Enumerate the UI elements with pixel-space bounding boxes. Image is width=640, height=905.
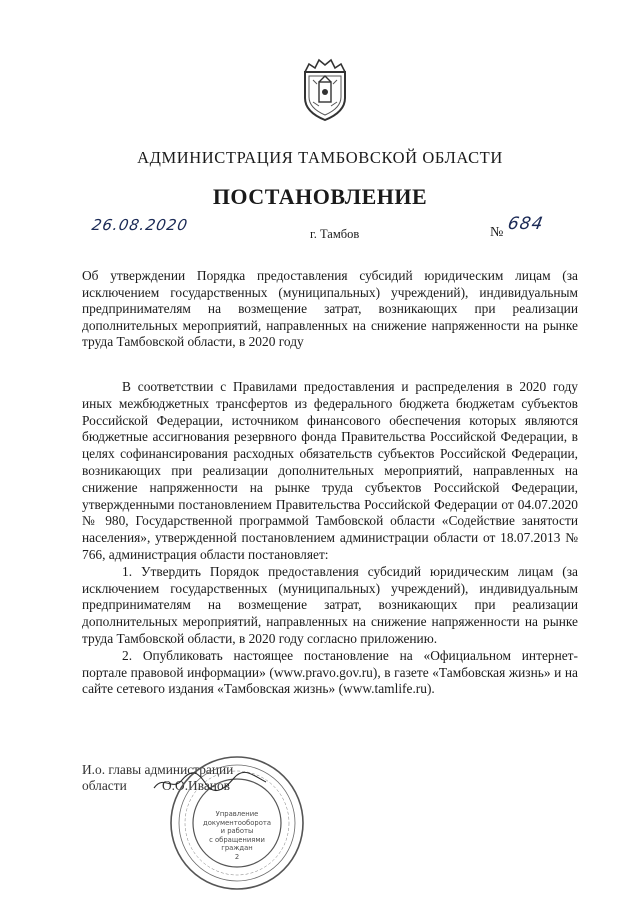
paragraph-preamble: В соответствии с Правилами предоставления и распределения в 2020 году иных межбюджетных трансфертов из федерального бюджета бюджетам субъектов Российской Федерации, источником финансового обеспечения которых являются бюджетные ассигнования резервного фонда Правительства Российской Федерации, в целях софинансирования расходных обязательств субъектов Российской Федерации, возникающих при реализации дополнительных мероприятий, направленных на снижение напряженности на рынке труда субъектов Российской Федерации, утвержденными постановлением Правительства Российской Федерации от 04.07.2020 № 980, Государственной программой Тамбовской области «Содействие занятости населения», утвержденной постановлением администрации области от 18.07.2013 № 766, администрация области постановляет:: [82, 379, 578, 562]
signature-name: О.О.Иванов: [162, 778, 230, 793]
document-type-title: ПОСТАНОВЛЕНИЕ: [212, 184, 428, 209]
document-city: г. Тамбов: [310, 227, 360, 241]
document-subject: Об утверждении Порядка предоставления субсидий юридическим лицам (за исключением государственных (муниципальных) учреждений), индивидуальным предпринимателям на возмещение затрат, возникающих при реализации дополнительных мероприятий, направленных на снижение напряженности на рынке труда Тамбовской области, в 2020 году: [82, 268, 578, 350]
organization-name: АДМИНИСТРАЦИЯ ТАМБОВСКОЙ ОБЛАСТИ: [137, 148, 503, 167]
paragraph-item-2: 2. Опубликовать настоящее постановление на «Официальном интернет-портале правовой информации» (www.pravo.gov.ru), в газете «Тамбовская жизнь» и на сайте сетевого издания «Тамбовская жизнь» (www.tamlife.ru).: [82, 647, 578, 697]
paragraph-item-1: 1. Утвердить Порядок предоставления субсидий юридическим лицам (за исключением государственных (муниципальных) учреждений), индивидуальным предпринимателям на возмещение затрат, возникающих при реализации дополнительных мероприятий, направленных на снижение напряженности на рынке труда Тамбовской области, в 2020 году согласно приложению.: [82, 563, 578, 646]
handwritten-signature: [150, 770, 270, 794]
document-number-label: №: [490, 225, 504, 240]
stamp-text: Управление документооборота и работы с обращениями граждан 2: [203, 810, 271, 861]
coat-of-arms-icon: [297, 54, 353, 124]
signature-title-line2: области: [82, 778, 127, 793]
document-body: [82, 379, 578, 698]
signature-title-line1: И.о. главы администрации: [82, 762, 234, 777]
document-number: 684: [506, 214, 546, 234]
document-date: 26.08.2020: [90, 216, 190, 234]
